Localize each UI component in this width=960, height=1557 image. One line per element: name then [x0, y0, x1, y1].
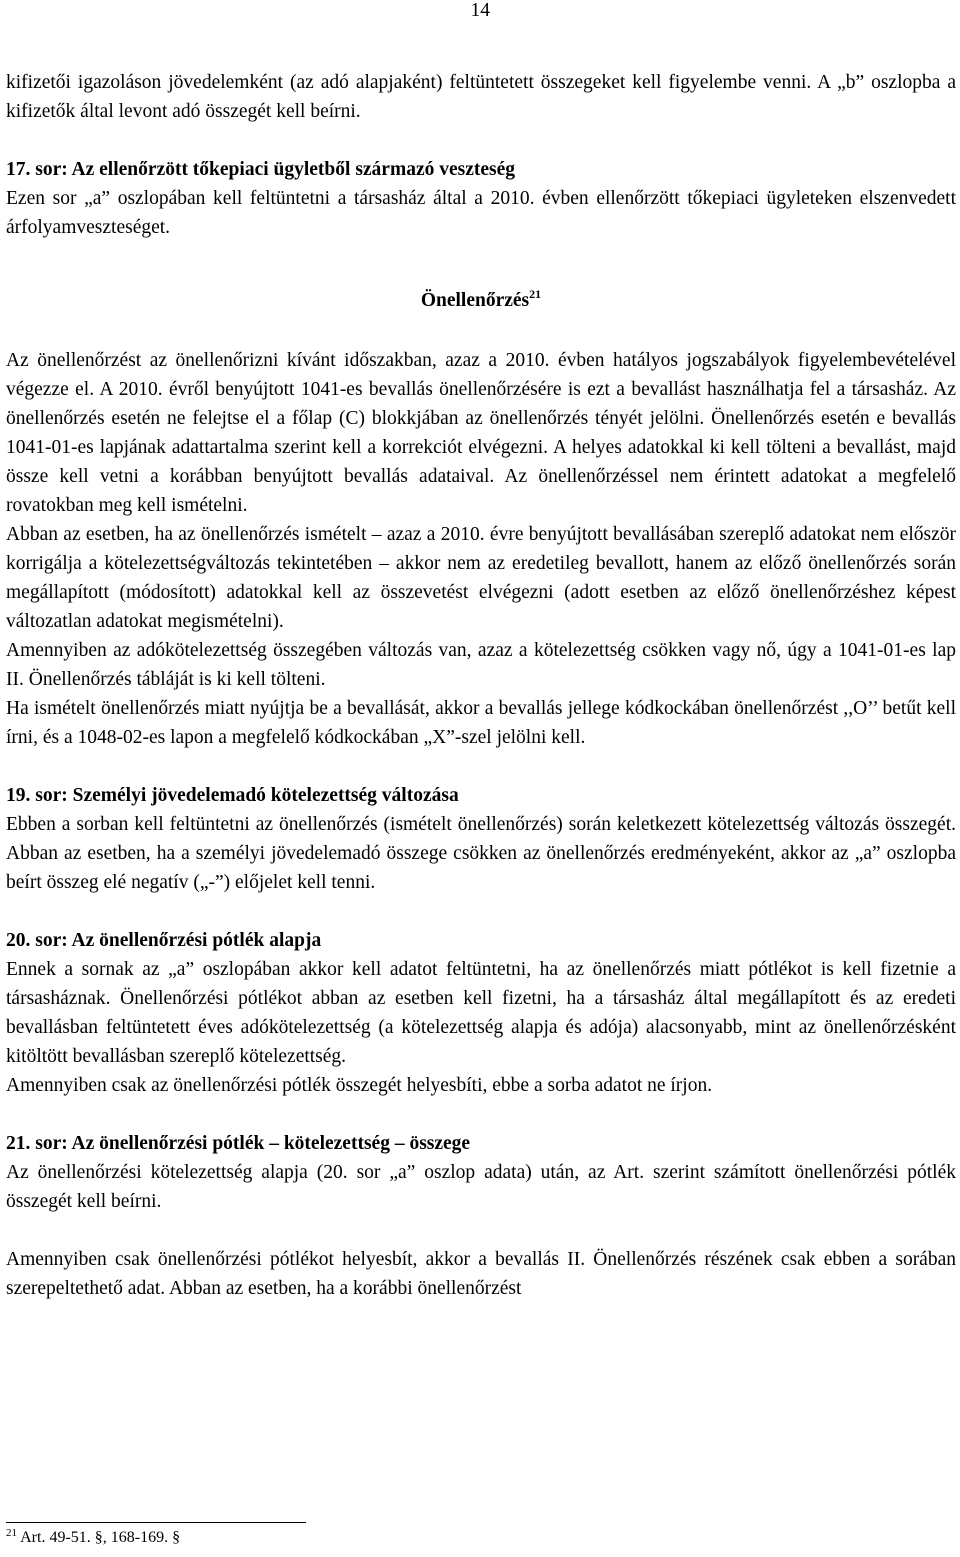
footnote-divider	[6, 1522, 306, 1523]
self-check-paragraph-2: Abban az esetben, ha az önellenőrzés ismételt – azaz a 2010. évre benyújtott bevallásában szereplő adatokat nem először korrigálja a kötelezettségváltozás tekintetében – akkor nem az eredetileg bevallott, hanem az előző önellenőrzés során megállapított (módosított) adatokkal kell az összevetést elvégezni (adott esetben az előző önellenőrzéshez képest változatlan adatokat megismételni).	[6, 524, 956, 632]
footnote-text: Art. 49-51. §, 168-169. §	[20, 1529, 181, 1546]
section-19-heading: 19. sor: Személyi jövedelemadó kötelezettség változása	[6, 785, 459, 806]
self-check-paragraph-4: Ha ismételt önellenőrzés miatt nyújtja be a bevallását, akkor a bevallás jellege kódkockában önellenőrzést ,,O’’ betűt kell írni, és a 1048-02-es lapon a megfelelő kódkockában „X”-szel jelölni kell.	[6, 698, 956, 748]
footnote	[6, 1527, 180, 1549]
section-21-heading: 21. sor: Az önellenőrzési pótlék – kötelezettség – összege	[6, 1133, 471, 1154]
footnote-ref: 21	[529, 287, 542, 301]
section-19-body: Ebben a sorban kell feltüntetni az önellenőrzés (ismételt önellenőrzés) során keletkezett kötelezettség változás összegét. Abban az esetben, ha a személyi jövedelemadó összege csökken az önellenőrzés eredményeként, akkor az „a” oszlopba beírt összeg elé negatív („-”) előjelet kell tenni.	[6, 814, 956, 893]
page-number: 14	[470, 0, 490, 21]
intro-paragraph: kifizetői igazoláson jövedelemként (az adó alapjaként) feltüntetett összegeket kell figyelembe venni. A „b” oszlopba a kifizetők által levont adó összegét kell beírni.	[6, 72, 956, 122]
closing-paragraph: Amennyiben csak önellenőrzési pótlékot helyesbít, akkor a bevallás II. Önellenőrzés részének csak ebben a sorában szerepeltethető adat. Abban az esetben, ha a korábbi önellenőrzést	[6, 1249, 956, 1299]
section-20-note: Amennyiben csak az önellenőrzési pótlék összegét helyesbíti, ebbe a sorba adatot ne írjon.	[6, 1075, 713, 1096]
section-21-body: Az önellenőrzési kötelezettség alapja (20. sor „a” oszlop adata) után, az Art. szerint számított önellenőrzési pótlék összegét kell beírni.	[6, 1162, 956, 1212]
self-check-title-text: Önellenőrzés	[420, 290, 530, 311]
self-check-paragraph-1: Az önellenőrzést az önellenőrizni kívánt időszakban, azaz a 2010. évben hatályos jogszabályok figyelembevételével végezze el. A 2010. évről benyújtott 1041-es bevallás önellenőrzésére is ezt a bevallást használhatja fel a társasház. Az önellenőrzés esetén ne felejtse el a főlap (C) blokkjában az önellenőrzés tényét jelölni. Önellenőrzés esetén e bevallás 1041-01-es lapjának adattartalma szerint kell a korrekciót elvégezni. A helyes adatokkal ki kell tölteni a bevallást, majd össze kell vetni a korábban benyújtott bevallás adataival. Az önellenőrzéssel nem érintett adatokat a megfelelő rovatokban meg kell ismételni.	[6, 350, 956, 516]
section-20-heading: 20. sor: Az önellenőrzési pótlék alapja	[6, 930, 322, 951]
section-20-body: Ennek a sornak az „a” oszlopában akkor kell adatot feltüntetni, ha az önellenőrzés miatt pótlékot is kell fizetnie a társasháznak. Önellenőrzési pótlékot abban az esetben kell fizetni, ha a társasház által megállapított és az eredeti bevallásban feltüntetett éves adókötelezettség (a kötelezettség alapja és adója) alacsonyabb, mint az önellenőrzésként kitöltött bevallásban szereplő kötelezettség.	[6, 959, 956, 1067]
self-check-title	[6, 286, 956, 315]
section-17-body: Ezen sor „a” oszlopában kell feltüntetni a társasház által a 2010. évben ellenőrzött tőkepiaci ügyleteken elszenvedett árfolyamveszteséget.	[6, 188, 956, 238]
document-body	[6, 68, 956, 1303]
section-17-heading: 17. sor: Az ellenőrzött tőkepiaci ügyletből származó veszteség	[6, 159, 516, 180]
footnote-number: 21	[6, 1527, 17, 1539]
self-check-paragraph-3: Amennyiben az adókötelezettség összegében változás van, azaz a kötelezettség csökken vagy nő, úgy a 1041-01-es lap II. Önellenőrzés tábláját is ki kell tölteni.	[6, 640, 956, 690]
